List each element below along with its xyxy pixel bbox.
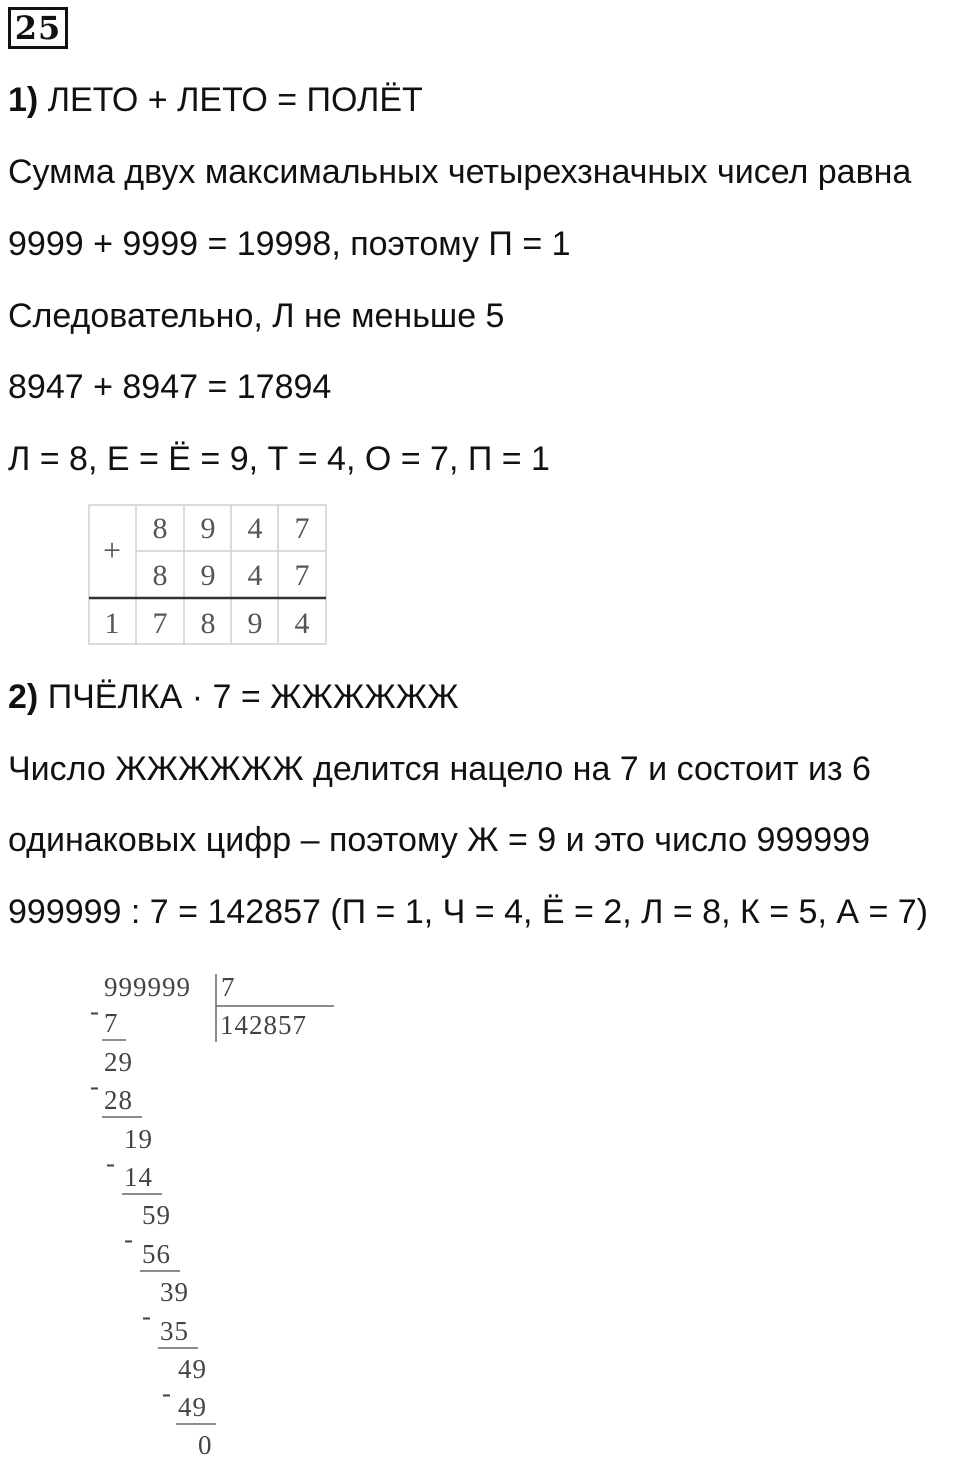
part1-line-3: Следовательно, Л не меньше 5 (8, 297, 505, 335)
row1-digit: 9 (200, 512, 216, 545)
part2-line-2: одинаковых цифр – поэтому Ж = 9 и это число 999999 (8, 821, 870, 859)
part2-line-3: 999999 : 7 = 142857 (П = 1, Ч = 4, Ё = 2, Л = 8, К = 5, А = 7) (8, 893, 928, 931)
remainder: 39 (160, 1277, 189, 1307)
part1-title: ЛЕТО + ЛЕТО = ПОЛЁТ (47, 81, 423, 119)
dividend: 999999 (104, 972, 191, 1002)
result-digit: 4 (294, 607, 310, 640)
minus-sign: - (142, 1301, 152, 1331)
column-addition (88, 504, 328, 646)
result-digit: 9 (247, 607, 263, 640)
minus-sign: - (90, 996, 100, 1026)
part2-title: ПЧЁЛКА · 7 = ЖЖЖЖЖЖ (47, 678, 459, 716)
subtrahend: 49 (178, 1392, 207, 1422)
remainder: 29 (104, 1047, 133, 1077)
part1-line-4: 8947 + 8947 = 17894 (8, 368, 332, 406)
part1-label: 1) (8, 81, 39, 119)
part2-label: 2) (8, 678, 39, 716)
part1-line-2: 9999 + 9999 = 19998, поэтому П = 1 (8, 225, 571, 263)
subtrahend: 14 (124, 1162, 153, 1192)
row1-digit: 7 (294, 512, 310, 545)
remainder: 59 (142, 1200, 171, 1230)
row2-digit: 4 (247, 559, 263, 592)
remainder: 0 (198, 1430, 213, 1458)
part2-line-1: Число ЖЖЖЖЖЖ делится нацело на 7 и состоит из 6 (8, 750, 871, 788)
row2-digit: 9 (200, 559, 216, 592)
subtrahend: 35 (160, 1316, 189, 1346)
long-division (80, 968, 360, 1458)
part1-line-5: Л = 8, Е = Ё = 9, Т = 4, О = 7, П = 1 (8, 440, 550, 478)
result-digit: 8 (200, 607, 216, 640)
part2-heading (8, 677, 459, 717)
part1-line-1: Сумма двух максимальных четырехзначных чисел равна (8, 153, 912, 191)
row1-digit: 8 (152, 512, 168, 545)
quotient: 142857 (220, 1010, 307, 1040)
task-number: 25 (8, 7, 68, 49)
subtrahend: 28 (104, 1085, 133, 1115)
subtrahend: 7 (104, 1008, 119, 1038)
divisor: 7 (221, 972, 236, 1002)
minus-sign: - (106, 1148, 116, 1178)
result-digit: 1 (104, 607, 120, 640)
part1-heading (8, 80, 423, 120)
subtrahend: 56 (142, 1239, 171, 1269)
remainder: 19 (124, 1124, 153, 1154)
result-digit: 7 (152, 607, 168, 640)
row2-digit: 8 (152, 559, 168, 592)
minus-sign: - (90, 1071, 100, 1101)
row1-digit: 4 (247, 512, 263, 545)
plus-sign: + (102, 532, 122, 568)
row2-digit: 7 (294, 559, 310, 592)
minus-sign: - (162, 1378, 172, 1408)
remainder: 49 (178, 1354, 207, 1384)
minus-sign: - (124, 1224, 134, 1254)
